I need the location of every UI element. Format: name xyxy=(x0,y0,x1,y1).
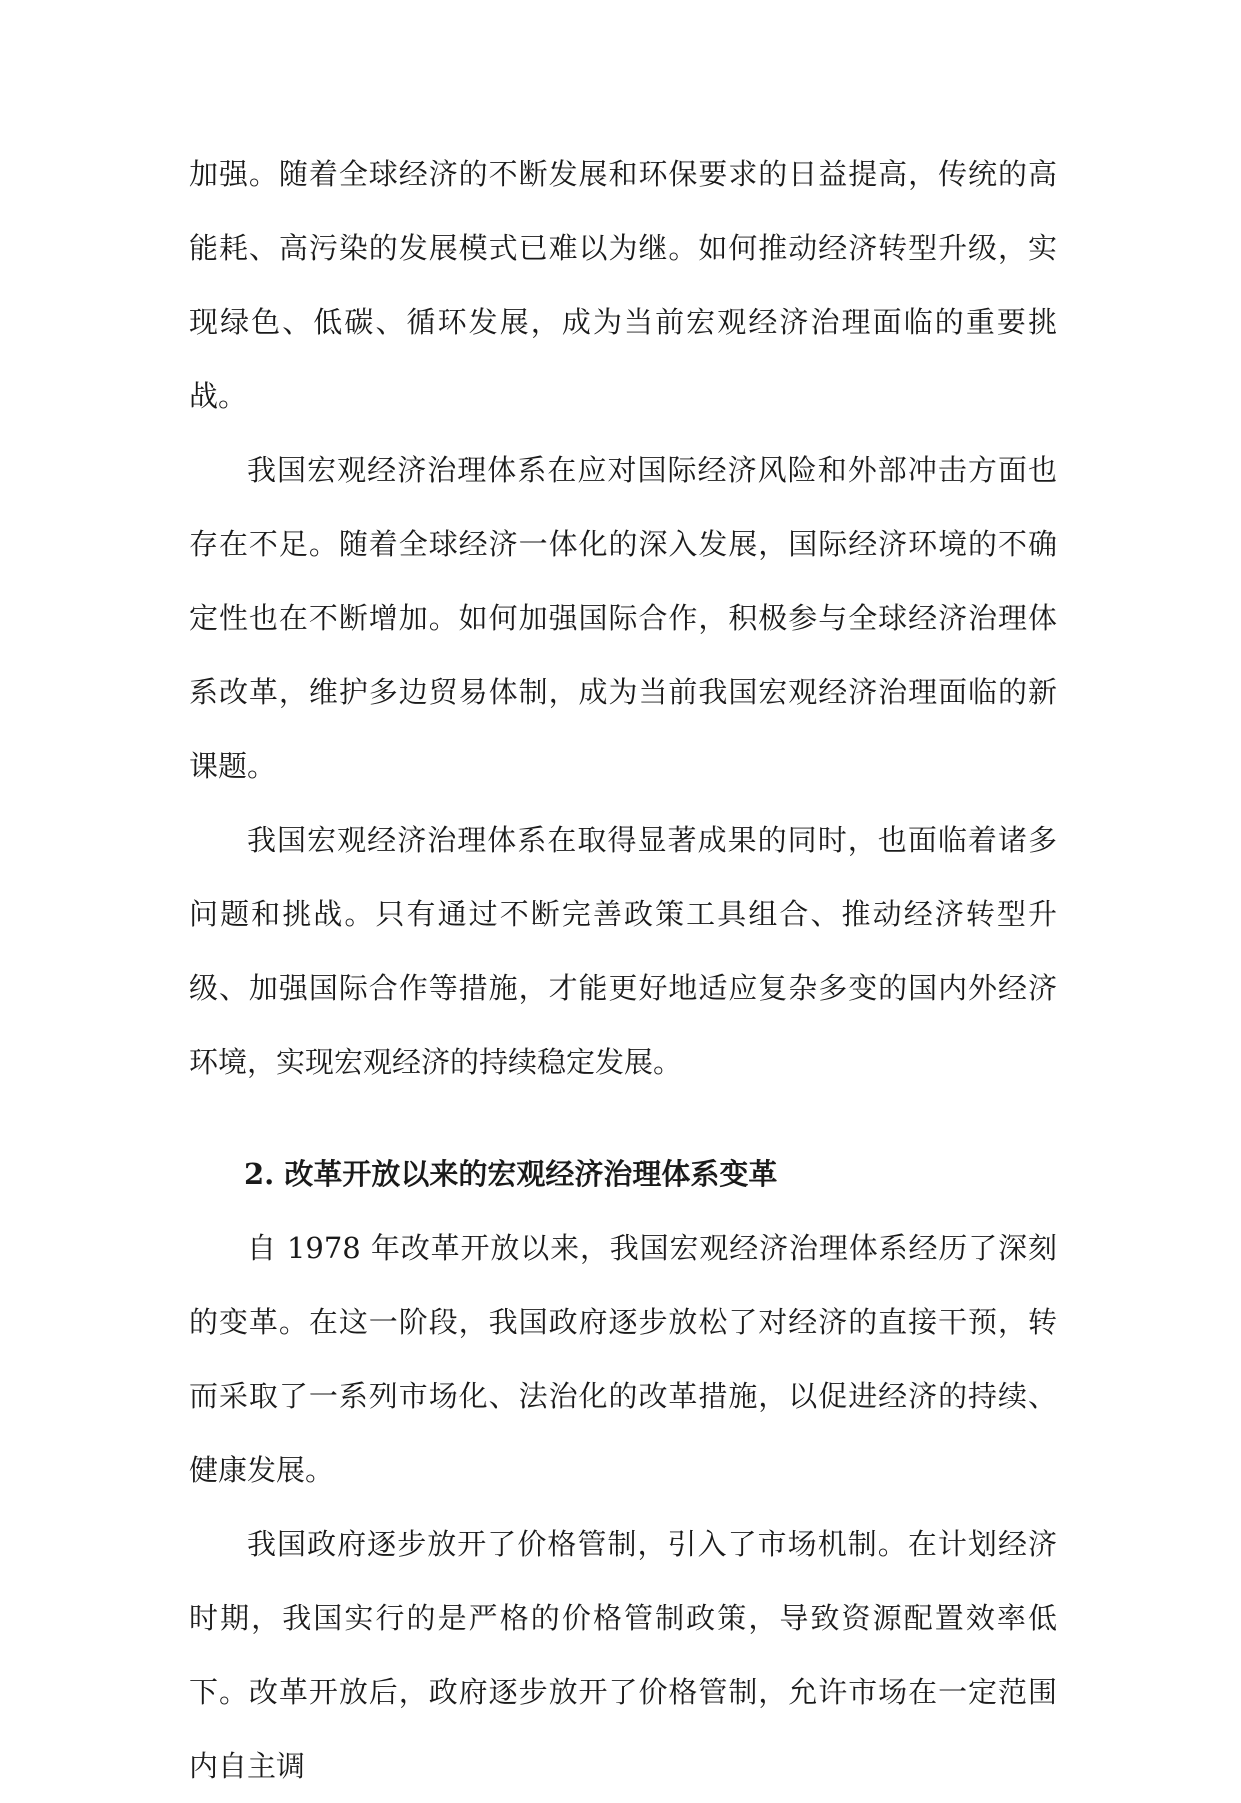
paragraph-international-risk: 我国宏观经济治理体系在应对国际经济风险和外部冲击方面也存在不足。随着全球经济一体化的深入发展，国际经济环境的不确定性也在不断增加。如何加强国际合作，积极参与全球经济治理体系改革，维护多边贸易体制，成为当前我国宏观经济治理面临的新课题。 xyxy=(189,453,1057,783)
document-body xyxy=(189,137,1057,1803)
paragraph-reform-intro: 自 1978 年改革开放以来，我国宏观经济治理体系经历了深刻的变革。在这一阶段，我国政府逐步放松了对经济的直接干预，转而采取了一系列市场化、法治化的改革措施，以促进经济的持续、健康发展。 xyxy=(189,1231,1057,1487)
paragraph-price-control: 我国政府逐步放开了价格管制，引入了市场机制。在计划经济时期，我国实行的是严格的价格管制政策，导致资源配置效率低下。改革开放后，政府逐步放开了价格管制，允许市场在一定范围内自主调 xyxy=(189,1527,1057,1783)
section-heading: 2. 改革开放以来的宏观经济治理体系变革 xyxy=(244,1157,778,1191)
paragraph-continuation: 加强。随着全球经济的不断发展和环保要求的日益提高，传统的高能耗、高污染的发展模式已难以为继。如何推动经济转型升级，实现绿色、低碳、循环发展，成为当前宏观经济治理面临的重要挑战。 xyxy=(189,157,1057,413)
paragraph-summary: 我国宏观经济治理体系在取得显著成果的同时，也面临着诸多问题和挑战。只有通过不断完善政策工具组合、推动经济转型升级、加强国际合作等措施，才能更好地适应复杂多变的国内外经济环境，实现宏观经济的持续稳定发展。 xyxy=(189,823,1057,1079)
